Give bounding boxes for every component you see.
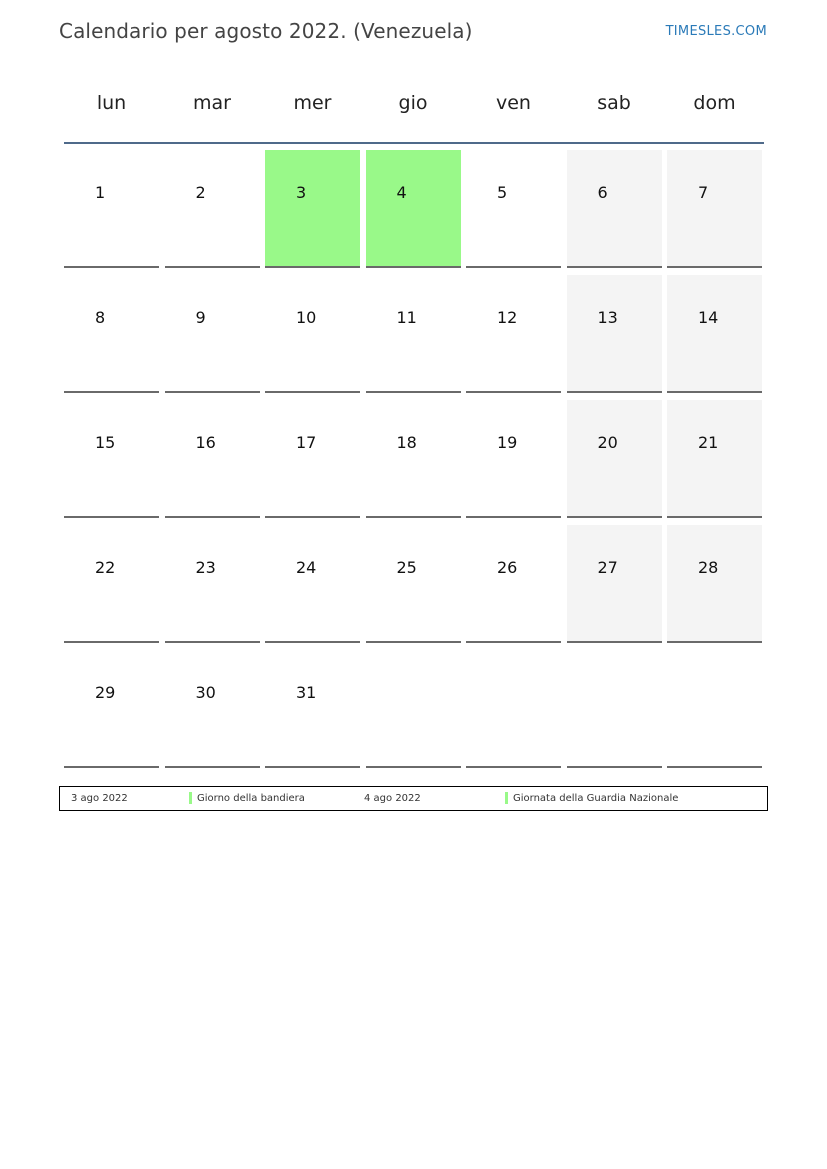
day-cell-30[interactable]	[165, 650, 260, 768]
day-cell-22[interactable]	[64, 525, 159, 643]
holiday-color-marker	[505, 792, 508, 804]
day-cell-19[interactable]	[466, 400, 561, 518]
empty-day-cell	[466, 650, 561, 768]
empty-day-cell	[567, 650, 662, 768]
day-cell-3[interactable]	[265, 150, 360, 268]
day-cell-1[interactable]	[64, 150, 159, 268]
day-cell-18[interactable]	[366, 400, 461, 518]
day-number: 3	[296, 183, 307, 202]
holiday-color-marker	[189, 792, 192, 804]
day-number: 23	[195, 558, 216, 577]
day-number: 21	[698, 433, 719, 452]
legend-date: 4 ago 2022	[364, 793, 421, 804]
day-number: 8	[95, 308, 106, 327]
empty-day-cell	[366, 650, 461, 768]
weekday-label-mer: mer	[293, 92, 332, 114]
day-number: 1	[95, 183, 106, 202]
day-number: 25	[396, 558, 417, 577]
day-cell-24[interactable]	[265, 525, 360, 643]
day-number: 4	[396, 183, 407, 202]
holiday-legend	[59, 786, 768, 811]
brand-link[interactable]: TIMESLES.COM	[665, 24, 767, 39]
day-number: 14	[698, 308, 719, 327]
day-cell-8[interactable]	[64, 275, 159, 393]
weekday-label-gio: gio	[398, 92, 428, 114]
weekday-header-row	[64, 92, 764, 116]
day-cell-2[interactable]	[165, 150, 260, 268]
weekday-label-dom: dom	[693, 92, 736, 114]
day-cell-31[interactable]	[265, 650, 360, 768]
weekday-label-ven: ven	[496, 92, 531, 114]
day-cell-11[interactable]	[366, 275, 461, 393]
page-title: Calendario per agosto 2022. (Venezuela)	[59, 19, 473, 43]
day-number: 30	[195, 683, 216, 702]
day-number: 15	[95, 433, 116, 452]
day-cell-20[interactable]	[567, 400, 662, 518]
day-cell-14[interactable]	[667, 275, 762, 393]
day-number: 31	[296, 683, 317, 702]
day-number: 9	[195, 308, 206, 327]
day-cell-15[interactable]	[64, 400, 159, 518]
day-number: 11	[396, 308, 417, 327]
weekday-label-lun: lun	[96, 92, 127, 114]
day-number: 19	[497, 433, 518, 452]
day-cell-25[interactable]	[366, 525, 461, 643]
day-number: 10	[296, 308, 317, 327]
day-number: 2	[195, 183, 206, 202]
day-number: 17	[296, 433, 317, 452]
day-cell-10[interactable]	[265, 275, 360, 393]
day-cell-7[interactable]	[667, 150, 762, 268]
legend-date: 3 ago 2022	[71, 793, 128, 804]
day-cell-5[interactable]	[466, 150, 561, 268]
day-number: 24	[296, 558, 317, 577]
day-number: 5	[497, 183, 508, 202]
weekday-label-mar: mar	[193, 92, 231, 114]
day-number: 12	[497, 308, 518, 327]
day-cell-6[interactable]	[567, 150, 662, 268]
empty-day-cell	[667, 650, 762, 768]
day-number: 28	[698, 558, 719, 577]
day-cell-28[interactable]	[667, 525, 762, 643]
weekday-label-sab: sab	[597, 92, 631, 114]
day-number: 18	[396, 433, 417, 452]
day-cell-17[interactable]	[265, 400, 360, 518]
day-cell-9[interactable]	[165, 275, 260, 393]
day-cell-4[interactable]	[366, 150, 461, 268]
day-cell-27[interactable]	[567, 525, 662, 643]
day-number: 16	[195, 433, 216, 452]
legend-holiday-name: Giornata della Guardia Nazionale	[513, 793, 679, 804]
legend-holiday-name: Giorno della bandiera	[197, 793, 305, 804]
day-cell-26[interactable]	[466, 525, 561, 643]
day-number: 22	[95, 558, 116, 577]
day-cell-13[interactable]	[567, 275, 662, 393]
day-number: 26	[497, 558, 518, 577]
day-cell-23[interactable]	[165, 525, 260, 643]
day-number: 27	[597, 558, 618, 577]
day-cell-16[interactable]	[165, 400, 260, 518]
day-number: 13	[597, 308, 618, 327]
day-number: 6	[597, 183, 608, 202]
day-cell-29[interactable]	[64, 650, 159, 768]
header-rule	[64, 142, 764, 144]
day-number: 29	[95, 683, 116, 702]
day-number: 7	[698, 183, 709, 202]
day-number: 20	[597, 433, 618, 452]
day-cell-12[interactable]	[466, 275, 561, 393]
day-cell-21[interactable]	[667, 400, 762, 518]
